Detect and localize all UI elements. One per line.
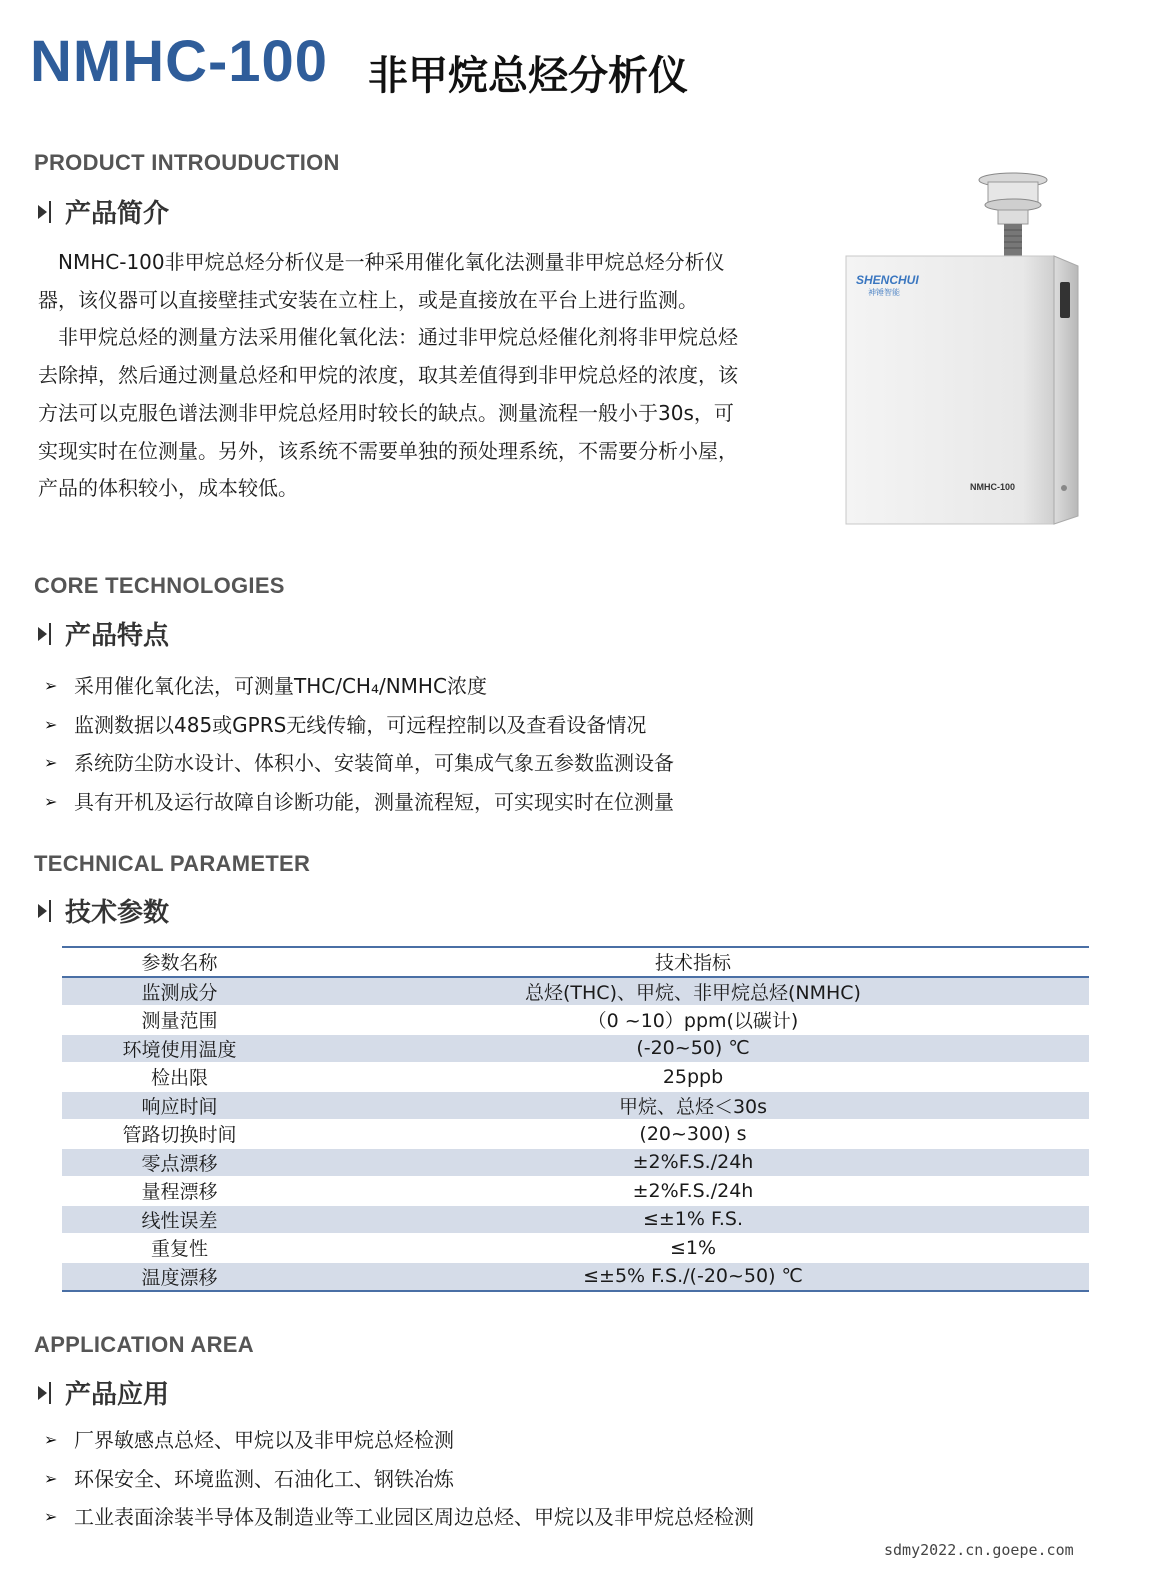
table-header-row [62,947,1089,977]
section-tech-cn-label: 技术参数 [65,898,170,928]
list-item: ➢ 采用催化氧化法，可测量THC/CH₄/NMHC浓度 [44,667,674,706]
list-item: ➢ 监测数据以485或GPRS无线传输，可远程控制以及查看设备情况 [44,706,674,745]
device-image [838,170,1088,530]
intro-paragraph: 非甲烷总烃的测量方法采用催化氧化法：通过非甲烷总烃催化剂将非甲烷总烃去除掉，然后通过测量总烃和甲烷的浓度，取其差值得到非甲烷总烃的浓度，该方法可以克服色谱法测非甲烷总烃用时较长的缺点。测量流程一般小于30s，可实现实时在位测量。另外，该系统不需要单独的预处理系统，不需要分析小屋，产品的体积较小，成本较低。 [38,325,738,501]
section-app-en: APPLICATION AREA [34,1332,254,1357]
arrow-bullet-icon: ➢ [44,714,58,734]
section-marker-icon [38,900,51,922]
table-row: 零点漂移 ±2%F.S./24h [62,1148,1089,1177]
arrow-bullet-icon: ➢ [44,753,58,772]
section-core-cn-label: 产品特点 [65,621,170,651]
device-brand: SHENCHUI [856,273,919,287]
section-core-en: CORE TECHNOLOGIES [34,573,285,598]
feature-list [44,667,674,821]
section-marker-icon [38,623,51,645]
section-tech-en: TECHNICAL PARAMETER [34,851,311,876]
intro-text [38,244,738,508]
product-model-title: NMHC-100 [30,29,329,94]
arrow-bullet-icon: ➢ [44,791,58,811]
table-row: 响应时间 甲烷、总烃＜30s [62,1091,1089,1120]
site-watermark: sdmy2022.cn.goepe.com [884,1541,1074,1559]
product-name-title: 非甲烷总烃分析仪 [368,53,688,99]
section-intro-cn [38,193,169,230]
list-item: ➢ 系统防尘防水设计、体积小、安装简单，可集成气象五参数监测设备 [44,744,674,783]
table-row: 测量范围 （0 ~10）ppm(以碳计) [62,1006,1089,1035]
weather-sensor-icon [979,173,1047,256]
table-row: 管路切换时间 (20~300) s [62,1120,1089,1149]
parameter-table [62,946,1089,1292]
table-row: 监测成分 总烃(THC)、甲烷、非甲烷总烃(NMHC) [62,977,1089,1006]
list-item: ➢ 具有开机及运行故障自诊断功能，测量流程短，可实现实时在位测量 [44,783,674,822]
list-item: ➢ 环保安全、环境监测、石油化工、钢铁冶炼 [44,1460,754,1499]
arrow-bullet-icon: ➢ [44,1468,58,1488]
section-core-cn [38,615,169,652]
section-marker-icon [38,201,51,223]
device-brand-cn: 神锤智能 [868,288,900,297]
list-item: ➢ 厂界敏感点总烃、甲烷以及非甲烷总烃检测 [44,1421,754,1460]
arrow-bullet-icon: ➢ [44,1430,58,1449]
section-app-cn-label: 产品应用 [65,1380,170,1410]
intro-paragraph: NMHC-100非甲烷总烃分析仪是一种采用催化氧化法测量非甲烷总烃分析仪器，该仪器可以直接壁挂式安装在立柱上，或是直接放在平台上进行监测。 [38,250,725,312]
section-intro-en: PRODUCT INTROUDUCTION [34,150,340,175]
table-row: 量程漂移 ±2%F.S./24h [62,1177,1089,1206]
table-row: 线性误差 ≤±1% F.S. [62,1205,1089,1234]
table-row: 重复性 ≤1% [62,1234,1089,1263]
application-list [44,1421,754,1537]
arrow-bullet-icon: ➢ [44,1507,58,1526]
table-row: 温度漂移 ≤±5% F.S./(-20~50) ℃ [62,1262,1089,1291]
section-tech-cn [38,892,169,929]
section-app-cn [38,1374,169,1411]
arrow-bullet-icon: ➢ [44,676,58,695]
table-row: 环境使用温度 (-20~50) ℃ [62,1034,1089,1063]
list-item: ➢ 工业表面涂装半导体及制造业等工业园区周边总烃、甲烷以及非甲烷总烃检测 [44,1498,754,1537]
table-row: 检出限 25ppb [62,1063,1089,1092]
device-model-label: NMHC-100 [970,482,1016,492]
section-marker-icon [38,1382,51,1404]
table-header-cell: 技术指标 [297,947,1089,977]
table-header-cell: 参数名称 [62,947,297,977]
section-intro-cn-label: 产品简介 [65,199,170,229]
